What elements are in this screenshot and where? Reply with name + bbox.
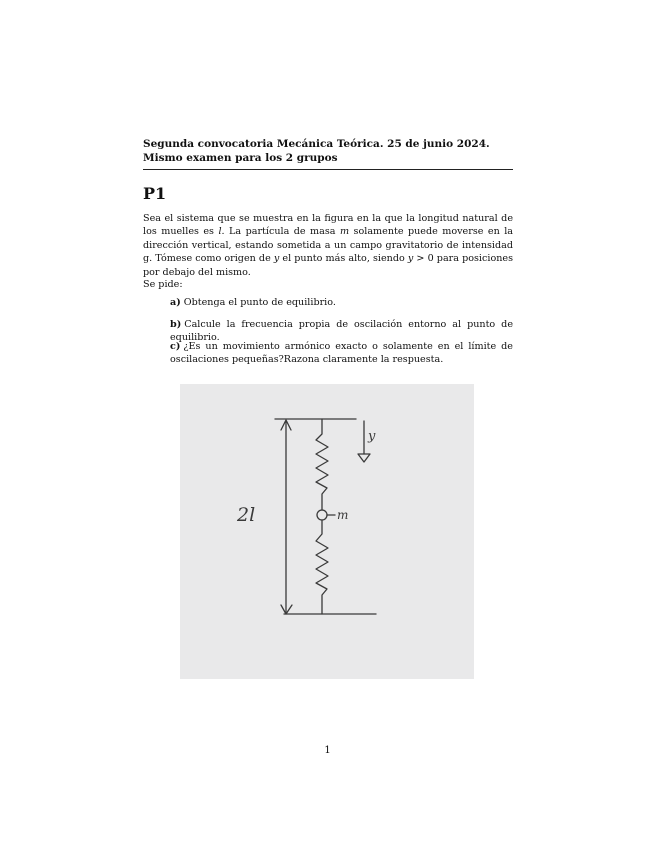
problem-statement: Sea el sistema que se muestra en la figura en la que la longitud natural de los muelles es l. La partícula de masa m solamente puede moverse en la dirección vertical, estando sometida a un campo gravitatorio de intensidad g. Tómese como origen de y el punto más alto, siendo y > 0 para posiciones por debajo del mismo. [143,213,513,278]
question-a: a) Obtenga el punto de equilibrio. [170,297,336,308]
question-b: b) Calcule la frecuencia propia de oscilación entorno al punto de equilibrio. [170,319,513,344]
header-line-2: Mismo examen para los 2 grupos [143,152,338,164]
page-number: 1 [324,745,331,756]
header-rule [143,169,513,170]
y-axis-label: y [368,429,376,444]
y-axis-arrowhead [358,454,370,462]
problem-title: P1 [143,184,167,203]
mass-label: m [337,508,349,522]
mass-particle [317,510,327,520]
upper-spring [316,419,328,510]
header-line-1: Segunda convocatoria Mecánica Teórica. 25 de junio 2024. [143,138,490,150]
exam-header [143,137,513,165]
lower-spring [316,520,328,614]
spring-system-figure [180,384,474,679]
question-c: c) ¿Es un movimiento armónico exacto o solamente en el límite de oscilaciones pequeñas?Razona claramente la respuesta. [170,341,513,366]
length-label: 2l [237,504,256,526]
se-pide-label: Se pide: [143,279,183,290]
